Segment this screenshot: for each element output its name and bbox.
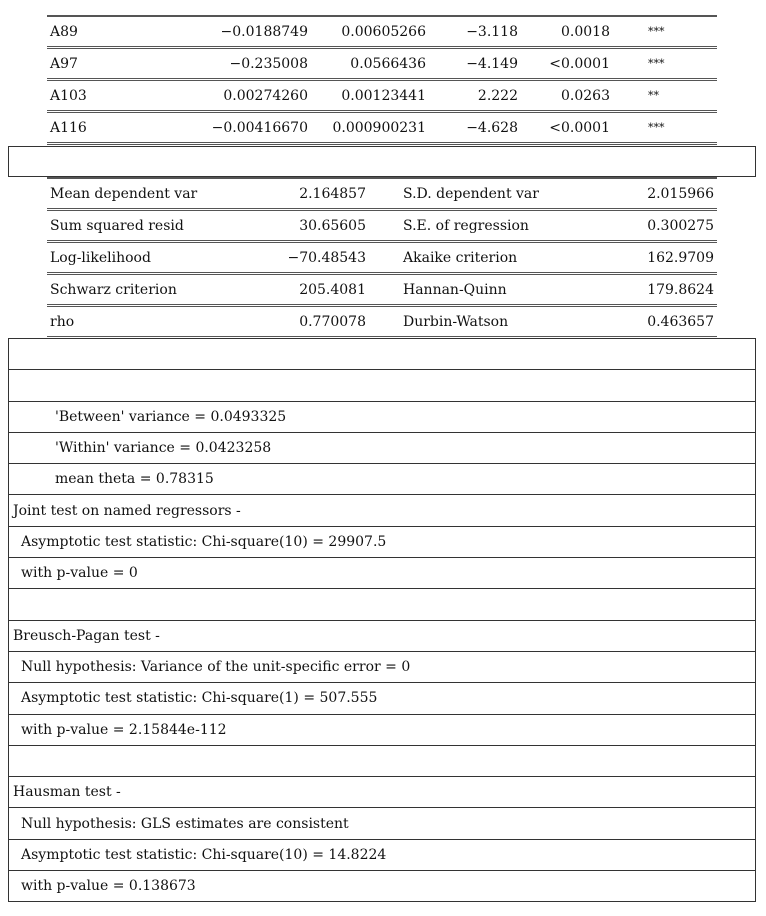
breusch-pagan-title: Breusch-Pagan test - — [9, 620, 756, 651]
std-error: 0.00605266 — [308, 16, 426, 48]
significance-stars: *** — [610, 112, 717, 144]
stat-label: Mean dependent var — [47, 178, 250, 210]
coefficient: 0.00274260 — [180, 80, 308, 112]
within-variance: 'Within' variance = 0.0423258 — [9, 432, 756, 463]
significance-stars: *** — [610, 16, 717, 48]
stat-label: Akaike criterion — [366, 242, 616, 274]
statistics-row — [47, 242, 717, 274]
stat-label: Durbin-Watson — [366, 306, 616, 338]
stat-label: Hannan-Quinn — [366, 274, 616, 306]
stat-value: 179.8624 — [616, 274, 717, 306]
variable-name: A103 — [47, 80, 180, 112]
stat-value: −70.48543 — [250, 242, 366, 274]
empty-row — [8, 146, 756, 177]
joint-test-pvalue: with p-value = 0 — [9, 558, 756, 589]
test-results-table — [8, 338, 756, 902]
p-value: 0.0263 — [518, 80, 610, 112]
coefficient: −0.00416670 — [180, 112, 308, 144]
p-value: <0.0001 — [518, 112, 610, 144]
stat-value: 205.4081 — [250, 274, 366, 306]
t-ratio: −4.628 — [426, 112, 518, 144]
std-error: 0.00123441 — [308, 80, 426, 112]
joint-test-title: Joint test on named regressors - — [9, 495, 756, 526]
stat-value: 162.9709 — [616, 242, 717, 274]
stat-value: 0.770078 — [250, 306, 366, 338]
statistics-row — [47, 306, 717, 338]
t-ratio: −3.118 — [426, 16, 518, 48]
stat-label: Schwarz criterion — [47, 274, 250, 306]
empty-row — [9, 339, 756, 370]
significance-stars: *** — [610, 48, 717, 80]
stat-value: 30.65605 — [250, 210, 366, 242]
variable-name: A89 — [47, 16, 180, 48]
summary-statistics-table — [47, 177, 717, 339]
statistics-row — [47, 210, 717, 242]
t-ratio: −4.149 — [426, 48, 518, 80]
mean-theta: mean theta = 0.78315 — [9, 464, 756, 495]
hausman-title: Hausman test - — [9, 777, 756, 808]
empty-row — [9, 370, 756, 401]
joint-test-statistic: Asymptotic test statistic: Chi-square(10) = 29907.5 — [9, 526, 756, 557]
stat-label: Sum squared resid — [47, 210, 250, 242]
hausman-null: Null hypothesis: GLS estimates are consistent — [9, 808, 756, 839]
p-value: 0.0018 — [518, 16, 610, 48]
stat-label: S.E. of regression — [366, 210, 616, 242]
significance-stars: ** — [610, 80, 717, 112]
hausman-pvalue: with p-value = 0.138673 — [9, 871, 756, 902]
variable-name: A97 — [47, 48, 180, 80]
p-value: <0.0001 — [518, 48, 610, 80]
coefficient-row — [47, 48, 717, 80]
coefficient-table — [47, 15, 717, 145]
variable-name: A116 — [47, 112, 180, 144]
statistics-row — [47, 178, 717, 210]
stat-label: rho — [47, 306, 250, 338]
stat-value: 2.015966 — [616, 178, 717, 210]
between-variance: 'Between' variance = 0.0493325 — [9, 401, 756, 432]
coefficient-row — [47, 112, 717, 144]
t-ratio: 2.222 — [426, 80, 518, 112]
coefficient-row — [47, 80, 717, 112]
breusch-pagan-null: Null hypothesis: Variance of the unit-specific error = 0 — [9, 651, 756, 682]
coefficient: −0.0188749 — [180, 16, 308, 48]
stat-value: 0.300275 — [616, 210, 717, 242]
hausman-statistic: Asymptotic test statistic: Chi-square(10) = 14.8224 — [9, 839, 756, 870]
statistics-row — [47, 274, 717, 306]
coefficient-row — [47, 16, 717, 48]
stat-value: 0.463657 — [616, 306, 717, 338]
breusch-pagan-statistic: Asymptotic test statistic: Chi-square(1) = 507.555 — [9, 683, 756, 714]
breusch-pagan-pvalue: with p-value = 2.15844e-112 — [9, 714, 756, 745]
empty-row — [9, 745, 756, 776]
stat-label: Log-likelihood — [47, 242, 250, 274]
std-error: 0.0566436 — [308, 48, 426, 80]
coefficient: −0.235008 — [180, 48, 308, 80]
stat-label: S.D. dependent var — [366, 178, 616, 210]
stat-value: 2.164857 — [250, 178, 366, 210]
std-error: 0.000900231 — [308, 112, 426, 144]
empty-row — [9, 589, 756, 620]
